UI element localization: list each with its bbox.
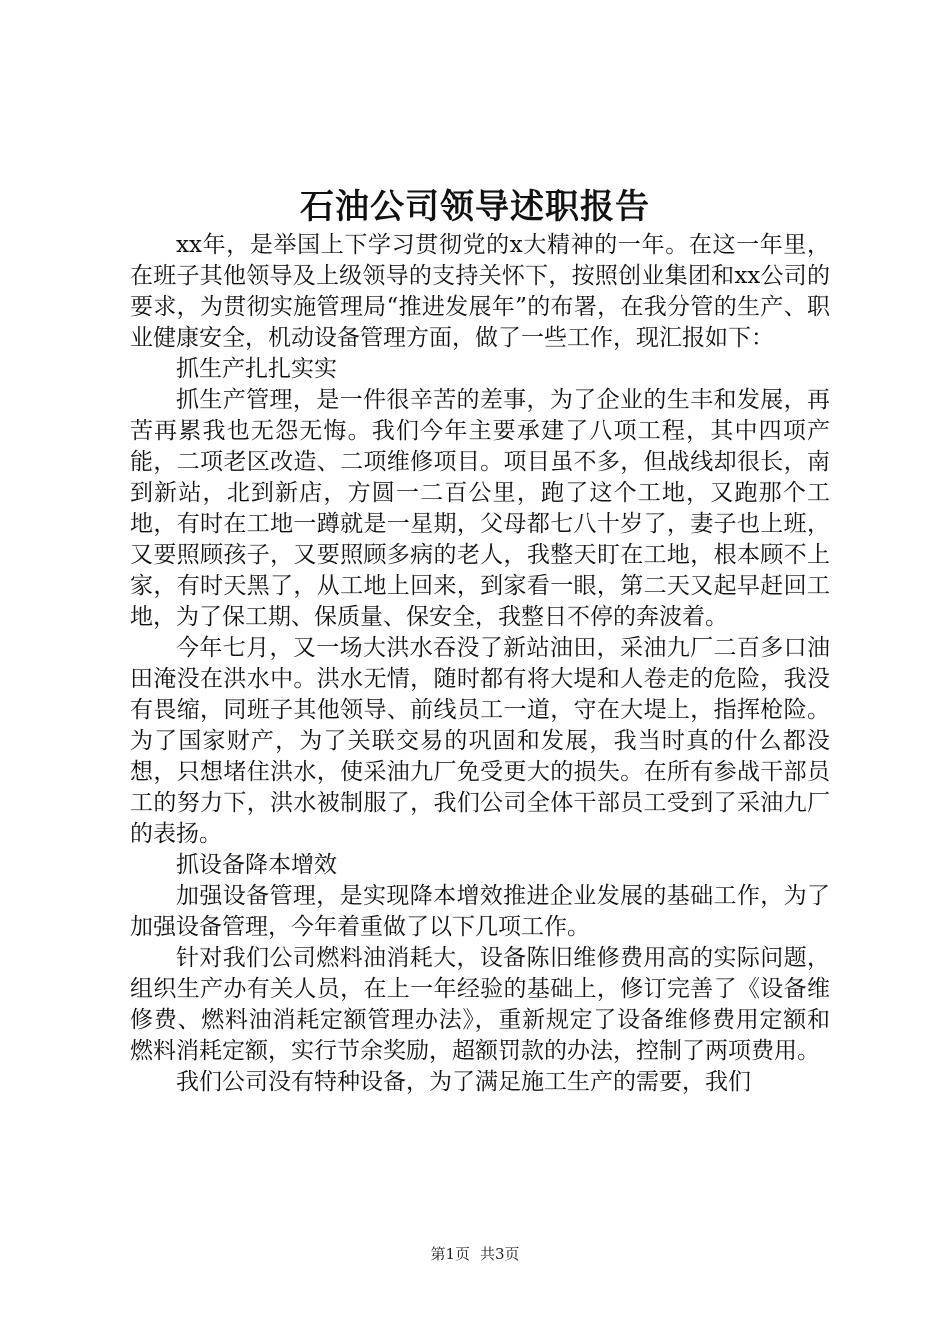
paragraph-fuel-costs: 针对我们公司燃料油消耗大，设备陈旧维修费用高的实际问题，组织生产办有关人员，在上一年经验的基础上，修订完善了《设备维修费、燃料油消耗定额管理办法》，重新规定了设备维修费用定额和燃料消耗定额，实行节余奖励，超额罚款的办法，控制了两项费用。 bbox=[130, 945, 830, 1064]
page-title: 石油公司领导述职报告 bbox=[300, 187, 650, 227]
page-footer bbox=[0, 1244, 950, 1264]
paragraph-flood: 今年七月，又一场大洪水吞没了新站油田，采油九厂二百多口油田淹没在洪水中。洪水无情，随时都有将大堤和人卷走的危险，我没有畏缩，同班子其他领导、前线员工一道，守在大堤上，指挥枪险。为了国家财产，为了关联交易的巩固和发展，我当时真的什么都没想，只想堵住洪水，使采油九厂免受更大的损失。在所有参战干部员工的努力下，洪水被制服了，我们公司全体干部员工受到了采油九厂的表扬。 bbox=[130, 635, 830, 847]
page-total: 共3页 bbox=[480, 1245, 520, 1263]
document-body bbox=[130, 230, 830, 1098]
page-number: 第1页 bbox=[430, 1245, 470, 1263]
paragraph-equipment-intro: 加强设备管理，是实现降本增效推进企业发展的基础工作，为了加强设备管理，今年着重做了以下几项工作。 bbox=[130, 883, 830, 940]
paragraph-production: 抓生产管理，是一件很辛苦的差事，为了企业的生丰和发展，再苦再累我也无怨无悔。我们今年主要承建了八项工程，其中四项产能，二项老区改造、二项维修项目。项目虽不多，但战线却很长，南到新站，北到新店，方圆一二百公里，跑了这个工地，又跑那个工地，有时在工地一蹲就是一星期，父母都七八十岁了，妻子也上班，又要照顾孩子，又要照顾多病的老人，我整天盯在工地，根本顾不上家，有时天黑了，从工地上回来，到家看一眼，第二天又起早赶回工地，为了保工期、保质量、保安全，我整日不停的奔波着。 bbox=[130, 387, 830, 630]
paragraph-special-equipment: 我们公司没有特种设备，为了满足施工生产的需要，我们 bbox=[176, 1069, 751, 1095]
section-heading-equipment: 抓设备降本增效 bbox=[176, 852, 337, 878]
section-heading-production: 抓生产扎扎实实 bbox=[176, 356, 337, 382]
paragraph-intro: xx年，是举国上下学习贯彻党的x大精神的一年。在这一年里，在班子其他领导及上级领导的支持关怀下，按照创业集团和xx公司的要求，为贯彻实施管理局“推进发展年”的布署，在我分管的生产、职业健康安全，机动设备管理方面，做了一些工作，现汇报如下： bbox=[130, 232, 830, 351]
